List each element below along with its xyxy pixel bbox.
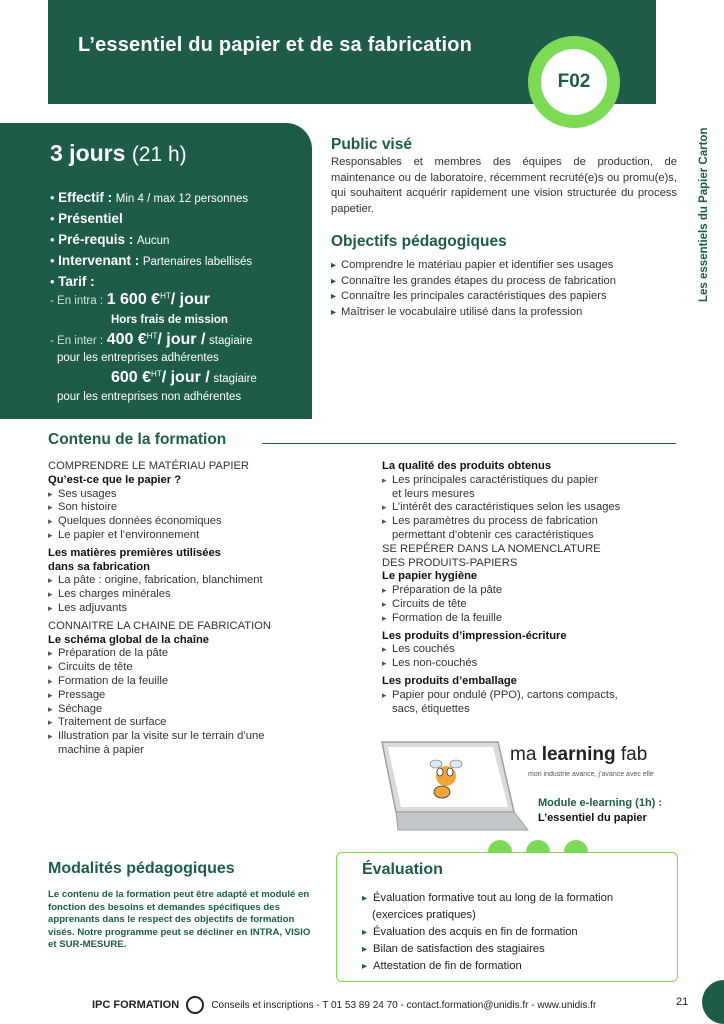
subsection-heading: Les produits d’emballage — [382, 674, 517, 687]
intervenant-line: • Intervenant : Partenaires labellisés — [50, 253, 253, 268]
inter-stagiaire: stagiaire — [209, 335, 253, 347]
list-item: ▸ L’intérêt des caractéristiques selon les usages — [382, 501, 682, 515]
inter-per: / jour / — [157, 331, 206, 348]
objectifs-list — [331, 258, 616, 320]
section-heading: CONNAITRE LA CHAINE DE FABRICATION — [48, 619, 271, 632]
intra-label: - En intra : — [50, 295, 104, 307]
list-item: ▸ Formation de la feuille — [382, 612, 682, 626]
footer-contact: Conseils et inscriptions - T 01 53 89 24 70 - contact.formation@unidis.fr - www.unidis.fr — [211, 999, 597, 1011]
intra-line — [50, 291, 210, 309]
list-item: ▸ Pressage — [48, 689, 348, 703]
section-heading: DES PRODUITS-PAPIERS — [382, 556, 518, 569]
public-text: Responsables et membres des équipes de production, de maintenance ou de laboratoire, récemment recruté(e)s ou promu(e)s, qui souhaitent acquérir rapidement une vision structurée du process papetier. — [331, 156, 677, 215]
list-item: ▸ Comprendre le matériau papier et identifier ses usages — [331, 258, 616, 274]
list-item: ▸ Attestation de fin de formation — [362, 958, 613, 975]
subsection-heading: dans sa fabrication — [48, 560, 150, 573]
page-title: L’essentiel du papier et de sa fabrication — [78, 34, 473, 56]
divider — [262, 443, 676, 444]
mylearningfab-logo: ma learning fab — [510, 744, 648, 765]
list-item: ▸ Papier pour ondulé (PPO), cartons compacts, — [382, 689, 682, 703]
corner-decoration — [702, 980, 724, 1024]
inter-line: - En inter : 400 €$^{HT}$/ jour / stagiaire — [50, 331, 253, 348]
effectif-line: • Effectif : Min 4 / max 12 personnes — [50, 190, 249, 205]
list-item: ▸ Évaluation des acquis en fin de formation — [362, 924, 613, 941]
intervenant-value: Partenaires labellisés — [142, 256, 253, 268]
inter-note: pour les entreprises adhérentes — [57, 352, 219, 364]
decorative-bumps — [488, 836, 588, 862]
duration-days: 3 jours — [50, 140, 126, 166]
list-item: ▸ Évaluation formative tout au long de la formation — [362, 890, 613, 907]
list-item: ▸ Son histoire — [48, 501, 348, 515]
subsection-heading: La qualité des produits obtenus — [382, 460, 552, 472]
list-item: ▸ Connaître les principales caractéristiques des papiers — [331, 289, 616, 305]
inter2-price: 600 € — [111, 369, 152, 386]
effectif-value: Min 4 / max 12 personnes — [115, 193, 249, 205]
course-code-badge: F02 — [541, 49, 607, 115]
list-item: ▸ Connaître les grandes étapes du process de fabrication — [331, 274, 616, 290]
contenu-title: Contenu de la formation — [48, 431, 227, 448]
list-item: ▸ Circuits de tête — [48, 661, 348, 675]
list-item: ▸ Les non-couchés — [382, 657, 682, 671]
intra-ht: HT — [160, 291, 171, 301]
subsection-heading: Les matières premières utilisées — [48, 546, 221, 559]
list-item: ▸ Les principales caractéristiques du papier — [382, 474, 682, 488]
evaluation-title: Évaluation — [362, 861, 443, 878]
footer — [92, 996, 596, 1014]
subsection-heading: Les produits d’impression-écriture — [382, 629, 567, 642]
list-item: ▸ Traitement de surface — [48, 716, 348, 730]
prerequis-label: Pré-requis : — [58, 232, 134, 247]
presentiel-line: • Présentiel — [50, 211, 123, 226]
section-heading: COMPRENDRE LE MATÉRIAU PAPIER — [48, 460, 249, 472]
list-item-continuation: et leurs mesures — [392, 487, 475, 500]
prerequis-line: • Pré-requis : Aucun — [50, 232, 170, 247]
mylearningfab-tagline: mon industrie avance, j’avance avec elle — [528, 771, 654, 778]
list-item: ▸ Le papier et l’environnement — [48, 529, 348, 543]
list-item: ▸ Les couchés — [382, 643, 682, 657]
list-item: ▸ Les paramètres du process de fabrication — [382, 515, 682, 529]
list-item: ▸ Formation de la feuille — [48, 675, 348, 689]
list-item: ▸ Préparation de la pâte — [382, 584, 682, 598]
side-category-label: Les essentiels du Papier Carton — [698, 127, 710, 302]
intervenant-label: Intervenant : — [58, 253, 140, 268]
intra-per-day: / jour — [170, 291, 210, 308]
list-item: ▸ Maîtriser le vocabulaire utilisé dans la profession — [331, 305, 616, 321]
subsection-heading: Qu’est-ce que le papier ? — [48, 473, 182, 486]
effectif-label: Effectif : — [58, 190, 113, 205]
objectifs-title: Objectifs pédagogiques — [331, 233, 507, 250]
inter2-note: pour les entreprises non adhérentes — [57, 391, 242, 403]
elearning-module-title: L’essentiel du papier — [538, 812, 647, 824]
modalites-text: Le contenu de la formation peut être adapté et modulé en fonction des besoins et demandes spécifiques des apprenants dans le respect des objectifs de formation visés. Notre programme peut se décliner en INTRA, VISIO et SUR-MESURE. — [48, 889, 311, 951]
list-item: ▸ Les adjuvants — [48, 602, 348, 616]
list-item-continuation: (exercices pratiques) — [372, 909, 476, 921]
list-item: ▸ Illustration par la visite sur le terrain d’une — [48, 730, 348, 744]
duration-hours: (21 h) — [131, 143, 187, 166]
list-item: ▸ Les charges minérales — [48, 588, 348, 602]
contenu-right-column — [382, 460, 682, 716]
page-number: 21 — [676, 996, 689, 1008]
list-item: ▸ Circuits de tête — [382, 598, 682, 612]
list-item-continuation: permettant d’obtenir ces caractéristiques — [392, 528, 594, 541]
elearning-module-label: Module e-learning (1h) : — [538, 797, 663, 809]
subsection-heading: Le papier hygiène — [382, 570, 478, 583]
list-item: ▸ Bilan de satisfaction des stagiaires — [362, 941, 613, 958]
contenu-left-column — [48, 460, 348, 758]
footer-brand: IPC FORMATION — [92, 998, 180, 1011]
public-title: Public visé — [331, 136, 412, 153]
tarif-line: • Tarif : — [50, 274, 95, 289]
evaluation-list — [362, 890, 613, 975]
inter-price: 400 € — [106, 331, 147, 348]
presentiel-label: Présentiel — [58, 211, 123, 226]
inter2-line: 600 €$^{HT}$/ jour / stagiaire — [111, 369, 257, 386]
list-item: ▸ La pâte : origine, fabrication, blanchiment — [48, 574, 348, 588]
list-item-continuation: machine à papier — [58, 743, 144, 756]
laptop-illustration — [378, 738, 530, 838]
duration — [50, 140, 187, 167]
modalites-title: Modalités pédagogiques — [48, 860, 235, 877]
prerequis-value: Aucun — [136, 235, 170, 247]
list-item: ▸ Ses usages — [48, 488, 348, 502]
tarif-label: Tarif : — [58, 274, 95, 289]
inter-label: - En inter : — [50, 335, 104, 347]
section-heading: SE REPÉRER DANS LA NOMENCLATURE — [382, 542, 601, 555]
list-item-continuation: sacs, étiquettes — [392, 702, 470, 715]
intra-price: 1 600 € — [106, 291, 161, 308]
subsection-heading: Le schéma global de la chaîne — [48, 633, 210, 646]
ipc-logo-icon — [186, 996, 204, 1014]
list-item: ▸ Séchage — [48, 703, 348, 717]
intra-note: Hors frais de mission — [111, 314, 228, 326]
list-item: ▸ Quelques données économiques — [48, 515, 348, 529]
list-item: ▸ Préparation de la pâte — [48, 647, 348, 661]
